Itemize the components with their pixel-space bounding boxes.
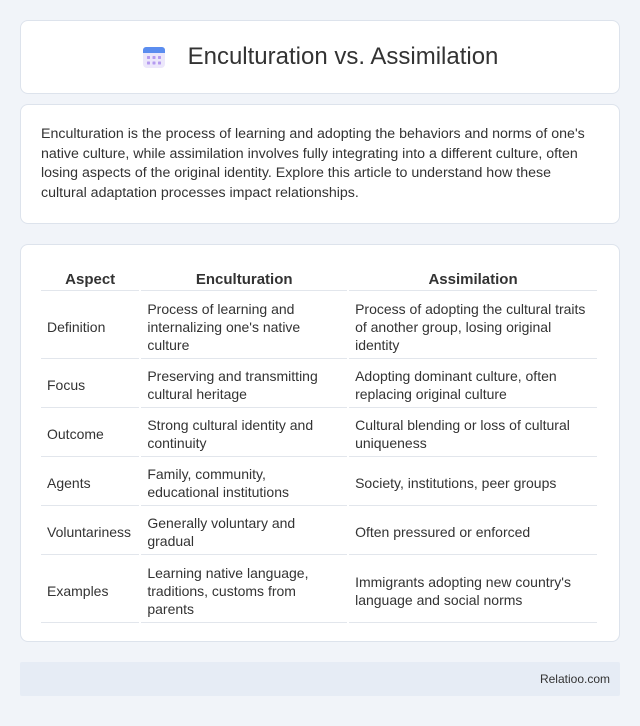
header-aspect: Aspect — [41, 267, 139, 291]
page-title: Enculturation vs. Assimilation — [187, 43, 499, 70]
cell-enculturation: Process of learning and internalizing one's native culture — [141, 293, 347, 359]
header-card — [20, 20, 620, 94]
cell-enculturation: Strong cultural identity and continuity — [141, 410, 347, 457]
cell-aspect: Agents — [41, 459, 139, 506]
cell-enculturation: Generally voluntary and gradual — [141, 508, 347, 555]
table-row — [41, 459, 597, 506]
table-row — [41, 508, 597, 555]
cell-assimilation: Adopting dominant culture, often replacing original culture — [349, 361, 597, 408]
cell-assimilation: Cultural blending or loss of cultural uniqueness — [349, 410, 597, 457]
cell-enculturation: Preserving and transmitting cultural heritage — [141, 361, 347, 408]
cell-assimilation: Process of adopting the cultural traits of another group, losing original identity — [349, 293, 597, 359]
table-header-row — [41, 267, 597, 291]
cell-assimilation: Often pressured or enforced — [349, 508, 597, 555]
cell-aspect: Focus — [41, 361, 139, 408]
cell-aspect: Examples — [41, 557, 139, 623]
footer — [20, 662, 620, 696]
table-row — [41, 361, 597, 408]
cell-aspect: Definition — [41, 293, 139, 359]
footer-site-name: Relatioo.com — [539, 672, 610, 686]
cell-assimilation: Immigrants adopting new country's language and social norms — [349, 557, 597, 623]
cell-assimilation: Society, institutions, peer groups — [349, 459, 597, 506]
calendar-icon — [142, 45, 166, 69]
table-row — [41, 557, 597, 623]
header-enculturation: Enculturation — [141, 267, 347, 291]
table-row — [41, 410, 597, 457]
header-assimilation: Assimilation — [349, 267, 597, 291]
table-row — [41, 293, 597, 359]
cell-enculturation: Family, community, educational institutions — [141, 459, 347, 506]
cell-aspect: Outcome — [41, 410, 139, 457]
comparison-table — [39, 265, 599, 625]
cell-enculturation: Learning native language, traditions, customs from parents — [141, 557, 347, 623]
title-wrap — [142, 43, 499, 71]
comparison-card — [20, 244, 620, 642]
intro-paragraph: Enculturation is the process of learning and adopting the behaviors and norms of one's native culture, while assimilation involves fully integrating into a different culture, often losing aspects of the original identity. Explore this article to understand how these cultural adaptation processes impact relationships. — [41, 126, 585, 201]
intro-card — [20, 104, 620, 224]
cell-aspect: Voluntariness — [41, 508, 139, 555]
